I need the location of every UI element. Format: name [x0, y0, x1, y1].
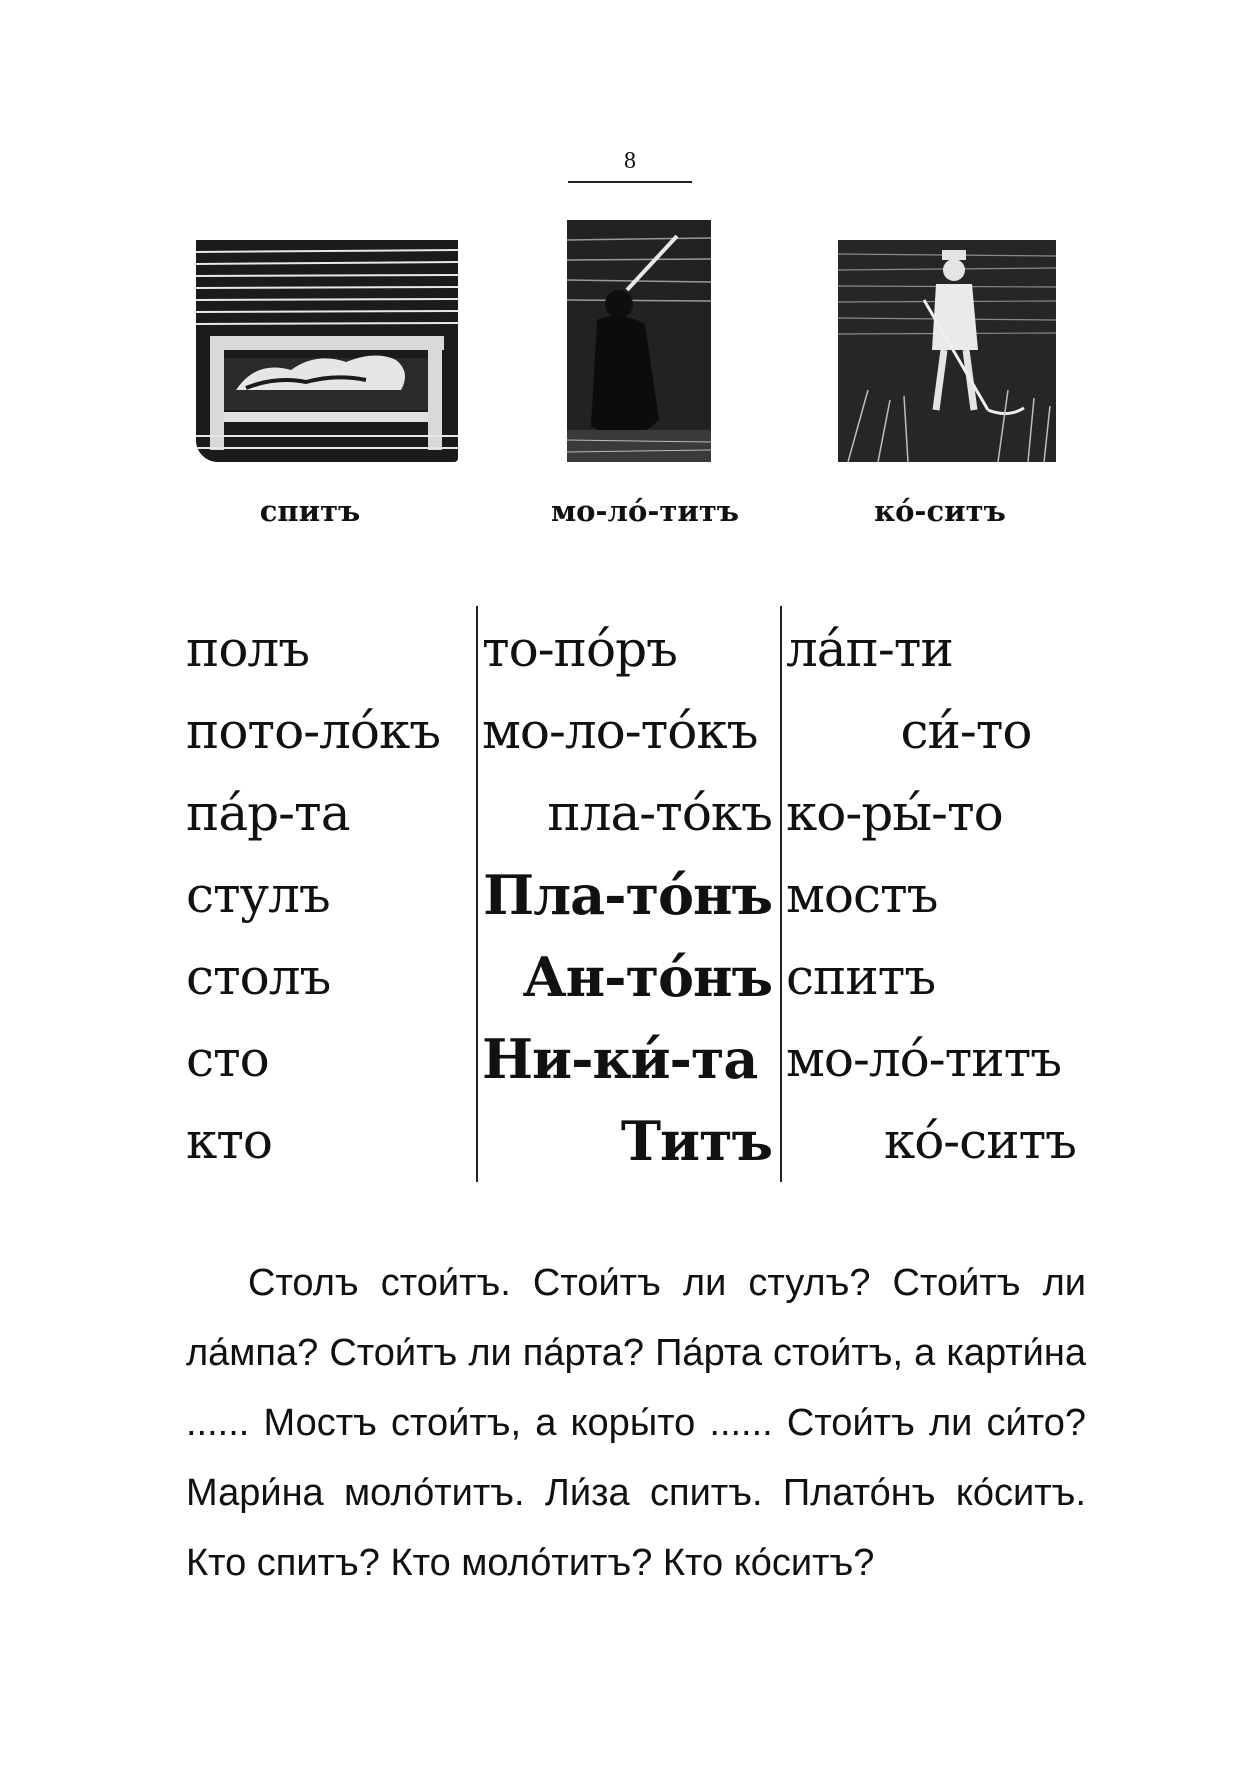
mowing-illustration [838, 240, 1056, 462]
sleeping-illustration [196, 240, 458, 462]
word-item: столъ [186, 948, 331, 1006]
word-item: Ан-то́нъ [522, 945, 772, 1009]
word-item: Титъ [620, 1109, 772, 1173]
reading-passage-text: Столъ стои́тъ. Стои́тъ ли стулъ? Стои́тъ ли ла́мпа? Стои́тъ ли па́рта? Па́рта стои́тъ, а карти́на ...... Мостъ стои́тъ, а коры́то ...... Стои́тъ ли си́то? Мари́на моло́титъ. Ли́за спитъ. Плато́нъ ко́ситъ. Кто спитъ? Кто моло́титъ? Кто ко́ситъ? [186, 1262, 1086, 1584]
word-item: то-по́ръ [482, 620, 677, 678]
word-item: пла-то́къ [547, 784, 772, 842]
word-item: Ни-ки́-та [482, 1027, 758, 1091]
reading-passage [186, 1248, 1086, 1598]
word-item: мостъ [786, 866, 938, 924]
word-item: сто [186, 1030, 269, 1088]
word-item: спитъ [786, 948, 936, 1006]
word-item: кто [186, 1112, 273, 1170]
word-item: ко-ры́-то [786, 784, 1003, 842]
illustration-caption: мо-ло́-титъ [550, 494, 740, 528]
word-column-right [786, 608, 1076, 1182]
word-item: мо-ло́-титъ [786, 1030, 1062, 1088]
word-item: стулъ [186, 866, 330, 924]
word-item: пото-ло́къ [186, 702, 441, 760]
word-item: си́-то [900, 702, 1032, 760]
threshing-illustration [567, 220, 711, 462]
page-number: 8 [624, 148, 636, 174]
word-item: мо-ло-то́къ [482, 702, 758, 760]
word-item: па́р-та [186, 784, 350, 842]
word-column-middle [482, 608, 772, 1182]
illustration-caption: ко́-ситъ [874, 494, 1006, 528]
illustration-caption: спитъ [259, 494, 361, 528]
word-item: ко́-ситъ [883, 1112, 1076, 1170]
word-item: полъ [186, 620, 310, 678]
column-divider [476, 606, 478, 1182]
word-item: Пла-то́нъ [483, 863, 772, 927]
word-item: ла́п-ти [786, 620, 953, 678]
column-divider [780, 606, 782, 1182]
page-number-rule [568, 181, 692, 183]
word-column-left [186, 608, 474, 1182]
